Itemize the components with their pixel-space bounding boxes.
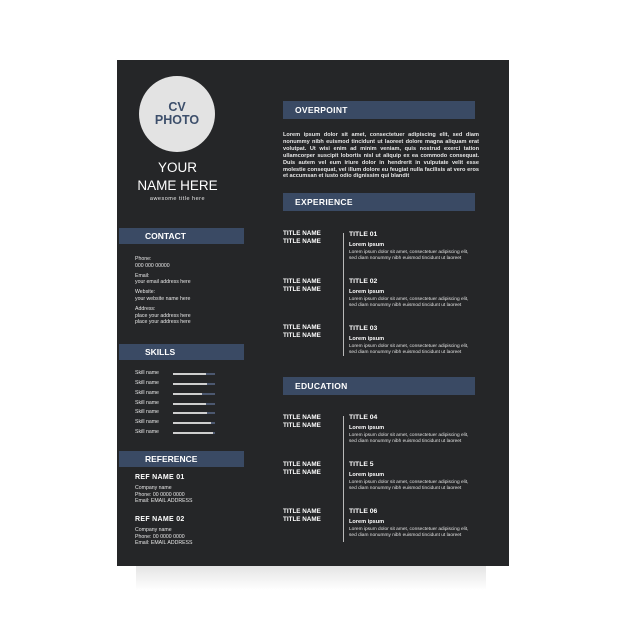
address-line2: place your address here [135, 319, 191, 326]
entry-title-names [283, 414, 321, 430]
overpoint-text: Lorem ipsum dolor sit amet, consectetuer adipiscing elit, sed diam nonummy nibh euismod tincidunt ut laoreet dolore magna aliquam erat volutpat. Ut wisi enim ad minim veniam, quis nostrud exerci tation ullamcorper suscipit lobortis nisl ut aliquip ex ea commodo consequat. Duis autem vel eum iriure dolor in hendrerit in vulputate velit esse molestie consequat, vel illum dolore eu feugiat nulla facilisis at vero eros et accumsan et iusto odio dignissim qui blandit [283, 132, 479, 180]
entry-title-name: TITLE NAME [283, 461, 321, 468]
entry-description: Lorem ipsum dolor sit amet, consectetuer adipiscing elit, sed diam nonummy nibh euismod tincidunt ut laoreet [349, 480, 469, 492]
reference-heading: REFERENCE [119, 451, 244, 467]
entry-title: TITLE 01 [349, 231, 378, 238]
photo-placeholder [139, 76, 215, 152]
entry-title: TITLE 06 [349, 508, 378, 515]
skill-label: Skill name [135, 400, 159, 406]
website-label: Website: [135, 289, 156, 296]
entry-description: Lorem ipsum dolor sit amet, consectetuer adipiscing elit, sed diam nonummy nibh euismod tincidunt ut laoreet [349, 344, 469, 356]
reference-email: Email: EMAIL ADDRESS [135, 540, 193, 547]
entry-title-name: TITLE NAME [283, 414, 321, 421]
entry-description: Lorem ipsum dolor sit amet, consectetuer adipiscing elit, sed diam nonummy nibh euismod tincidunt ut laoreet [349, 433, 469, 445]
reference-name: REF NAME 02 [135, 516, 185, 523]
skill-bar [173, 412, 215, 414]
skill-label: Skill name [135, 409, 159, 415]
entry-title: TITLE 03 [349, 325, 378, 332]
entry-title-names [283, 324, 321, 340]
reference-company: Company name [135, 485, 172, 491]
skill-bar-fill [173, 373, 206, 375]
skill-bar [173, 432, 215, 434]
entry-title-name: TITLE NAME [283, 230, 321, 237]
job-subtitle: awesome title here [149, 196, 206, 202]
skill-label: Skill name [135, 390, 159, 396]
entry-title: TITLE 04 [349, 414, 378, 421]
skills-heading: SKILLS [119, 344, 244, 360]
address-line1: place your address here [135, 312, 191, 319]
photo-label-line2: PHOTO [154, 113, 200, 127]
skill-bar [173, 422, 215, 424]
name-line2: NAME HERE [137, 178, 218, 193]
reference-company: Company name [135, 527, 172, 533]
entry-subtitle: Lorem ipsum [349, 289, 385, 295]
entry-title-name: TITLE NAME [283, 422, 321, 429]
email-label: Email: [135, 272, 150, 279]
experience-timeline-line [343, 233, 344, 356]
reference-phone: Phone: 00 0000 0000 [135, 491, 185, 498]
reference-details [135, 527, 192, 547]
entry-title-name: TITLE NAME [283, 516, 321, 523]
skill-bar-fill [173, 383, 207, 385]
contact-heading: CONTACT [119, 228, 244, 244]
entry-title-name: TITLE NAME [283, 508, 321, 515]
entry-title: TITLE 02 [349, 278, 378, 285]
skill-bar [173, 373, 215, 375]
overpoint-heading: OVERPOINT [283, 101, 475, 119]
entry-title-name: TITLE NAME [283, 469, 321, 476]
skill-bar-fill [173, 432, 213, 434]
skill-label: Skill name [135, 419, 159, 425]
entry-title-names [283, 461, 321, 477]
page-shadow [136, 566, 486, 590]
entry-subtitle: Lorem ipsum [349, 242, 385, 248]
education-heading: EDUCATION [283, 377, 475, 395]
skill-label: Skill name [135, 429, 159, 435]
entry-subtitle: Lorem ipsum [349, 336, 385, 342]
entry-title: TITLE 5 [349, 461, 374, 468]
photo-label-line1: CV [168, 100, 186, 114]
resume-page [117, 60, 509, 566]
skill-bar [173, 393, 215, 395]
email-value: your email address here [135, 279, 191, 286]
skill-bar-fill [173, 412, 207, 414]
entry-title-names [283, 508, 321, 524]
entry-title-names [283, 278, 321, 294]
skill-label: Skill name [135, 380, 159, 386]
entry-title-name: TITLE NAME [283, 286, 321, 293]
entry-title-names [283, 230, 321, 246]
experience-heading: EXPERIENCE [283, 193, 475, 211]
skill-bar-fill [173, 422, 211, 424]
entry-subtitle: Lorem ipsum [349, 425, 385, 431]
entry-subtitle: Lorem ipsum [349, 519, 385, 525]
phone-value: 000 000 00000 [135, 262, 170, 269]
reference-phone: Phone: 00 0000 0000 [135, 533, 185, 540]
education-timeline-line [343, 416, 344, 542]
entry-title-name: TITLE NAME [283, 332, 321, 339]
skill-bar-fill [173, 403, 206, 405]
entry-subtitle: Lorem ipsum [349, 472, 385, 478]
entry-description: Lorem ipsum dolor sit amet, consectetuer adipiscing elit, sed diam nonummy nibh euismod tincidunt ut laoreet [349, 297, 469, 309]
skill-bar [173, 383, 215, 385]
skill-label: Skill name [135, 370, 159, 376]
reference-email: Email: EMAIL ADDRESS [135, 498, 193, 505]
address-label: Address: [135, 306, 156, 313]
phone-label: Phone: [135, 256, 152, 262]
contact-block [135, 256, 191, 326]
entry-title-name: TITLE NAME [283, 238, 321, 245]
reference-name: REF NAME 01 [135, 474, 185, 481]
skill-bar-fill [173, 393, 202, 395]
entry-description: Lorem ipsum dolor sit amet, consectetuer adipiscing elit, sed diam nonummy nibh euismod tincidunt ut laoreet [349, 250, 469, 262]
name-line1: YOUR [157, 160, 197, 175]
entry-title-name: TITLE NAME [283, 324, 321, 331]
entry-title-name: TITLE NAME [283, 278, 321, 285]
website-value: your website name here [135, 295, 191, 302]
skill-bar [173, 403, 215, 405]
reference-details [135, 485, 192, 505]
entry-description: Lorem ipsum dolor sit amet, consectetuer adipiscing elit, sed diam nonummy nibh euismod tincidunt ut laoreet [349, 527, 469, 539]
